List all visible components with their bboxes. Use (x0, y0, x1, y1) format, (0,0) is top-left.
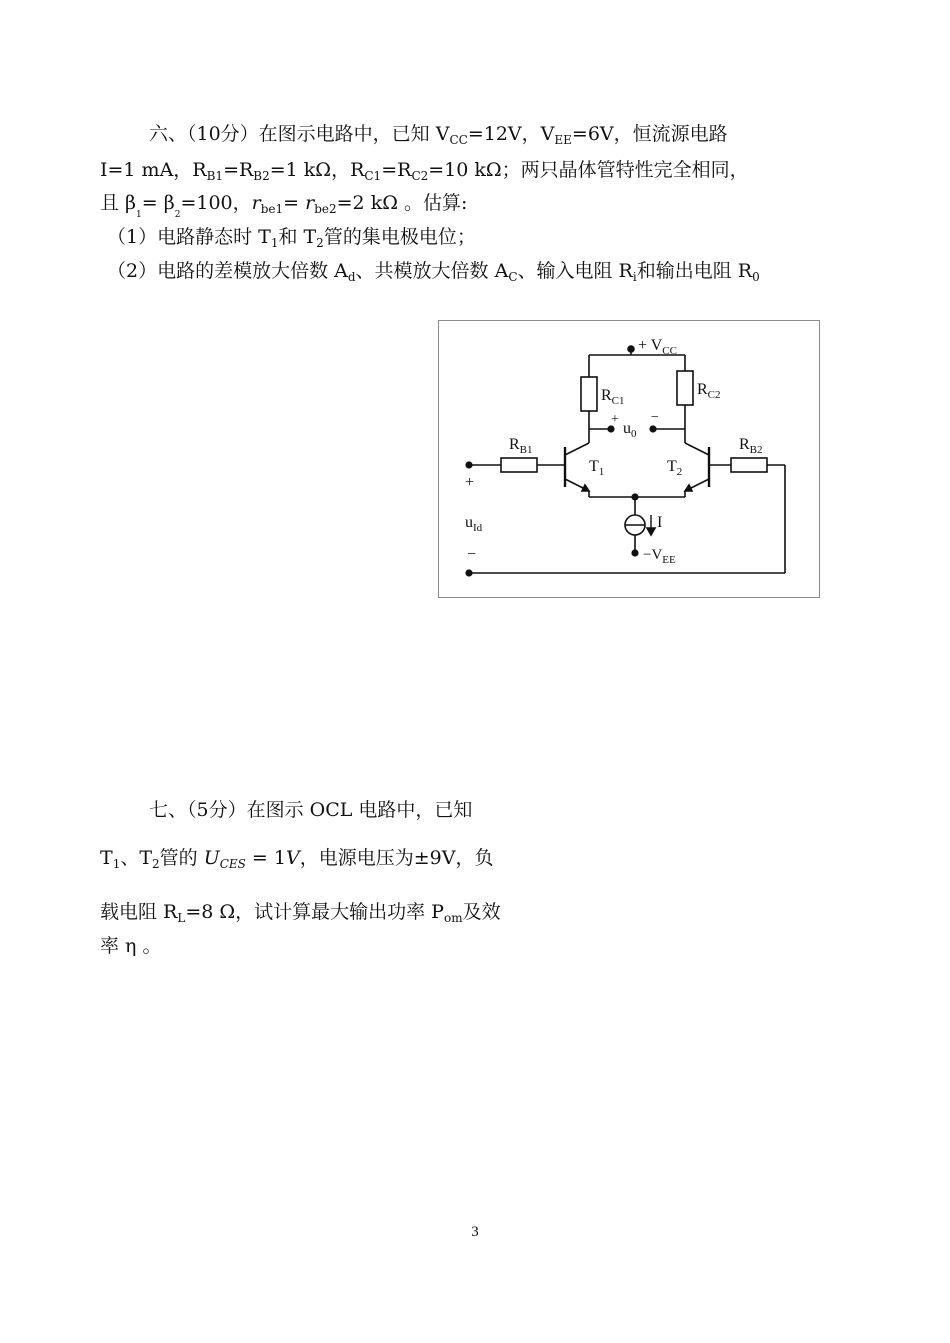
output-node-1 (608, 426, 614, 432)
rb1-label: $R_{B1}$ (509, 436, 533, 456)
output-minus: − (651, 410, 659, 425)
q7-line-1: 七、（5分）在图示 OCL 电路中，已知 (149, 799, 473, 821)
rb2-resistor (731, 458, 767, 472)
q6-item-2: （2）电路的差模放大倍数 $A_d$、共模放大倍数 $A_C$、输入电阻 $R_i$和输出电阻 $R_0$ (107, 260, 760, 284)
rc2-resistor (677, 371, 693, 405)
rc1-resistor (581, 377, 597, 411)
rb1-resistor (501, 458, 537, 472)
input-minus: − (467, 546, 477, 563)
vcc-label: + $V_{CC}$ (638, 337, 677, 357)
input-plus: + (465, 474, 475, 491)
q7-line-3: 载电阻 $R_L=8$ Ω，试计算最大输出功率 $P_{om}$及效 (100, 901, 501, 925)
rc1-label: $R_{C1}$ (601, 387, 625, 407)
q6-line-2: I=1 mA，$R_{B1}=R_{B2}=1$ kΩ，$R_{C1}=R_{C2}=10$ kΩ；两只晶体管特性完全相同， (100, 159, 749, 183)
uid-label: $u_{Id}$ (465, 514, 483, 534)
rc2-label: $R_{C2}$ (697, 381, 721, 401)
q6-line-3: 且 $\beta_1= \beta_2=100$，$r_{be1}= r_{be2}=2$ kΩ 。估算: (100, 192, 468, 220)
t2-emitter-arrow (685, 485, 692, 491)
q7-line-4: 率 η 。 (100, 935, 162, 957)
q6-line-1: 六、（10分）在图示电路中，已知 $V_{CC}=12V$，$V_{EE}=6V$，恒流源电路 (149, 123, 728, 147)
vee-label: $-V_{EE}$ (643, 547, 676, 566)
t2-label: $T_2$ (667, 458, 683, 478)
rb2-label: $R_{B2}$ (739, 436, 763, 456)
t1-emitter-arrow (582, 485, 589, 491)
vee-node (632, 550, 638, 556)
q6-item-1: （1）电路静态时 $T_1$和 $T_2$管的集电极电位； (107, 226, 476, 250)
output-node-2 (650, 426, 656, 432)
q7-line-2: $T_1$、$T_2$管的 $U_{CES} = 1V$，电源电压为±9V，负 (100, 847, 494, 871)
output-plus: + (611, 412, 619, 427)
page-number: 3 (471, 1224, 479, 1240)
differential-amplifier-circuit (438, 320, 820, 598)
current-label: I (657, 514, 663, 531)
t1-label: $T_1$ (589, 458, 605, 478)
uo-label: $u_0$ (623, 420, 637, 440)
current-arrow (647, 528, 655, 535)
